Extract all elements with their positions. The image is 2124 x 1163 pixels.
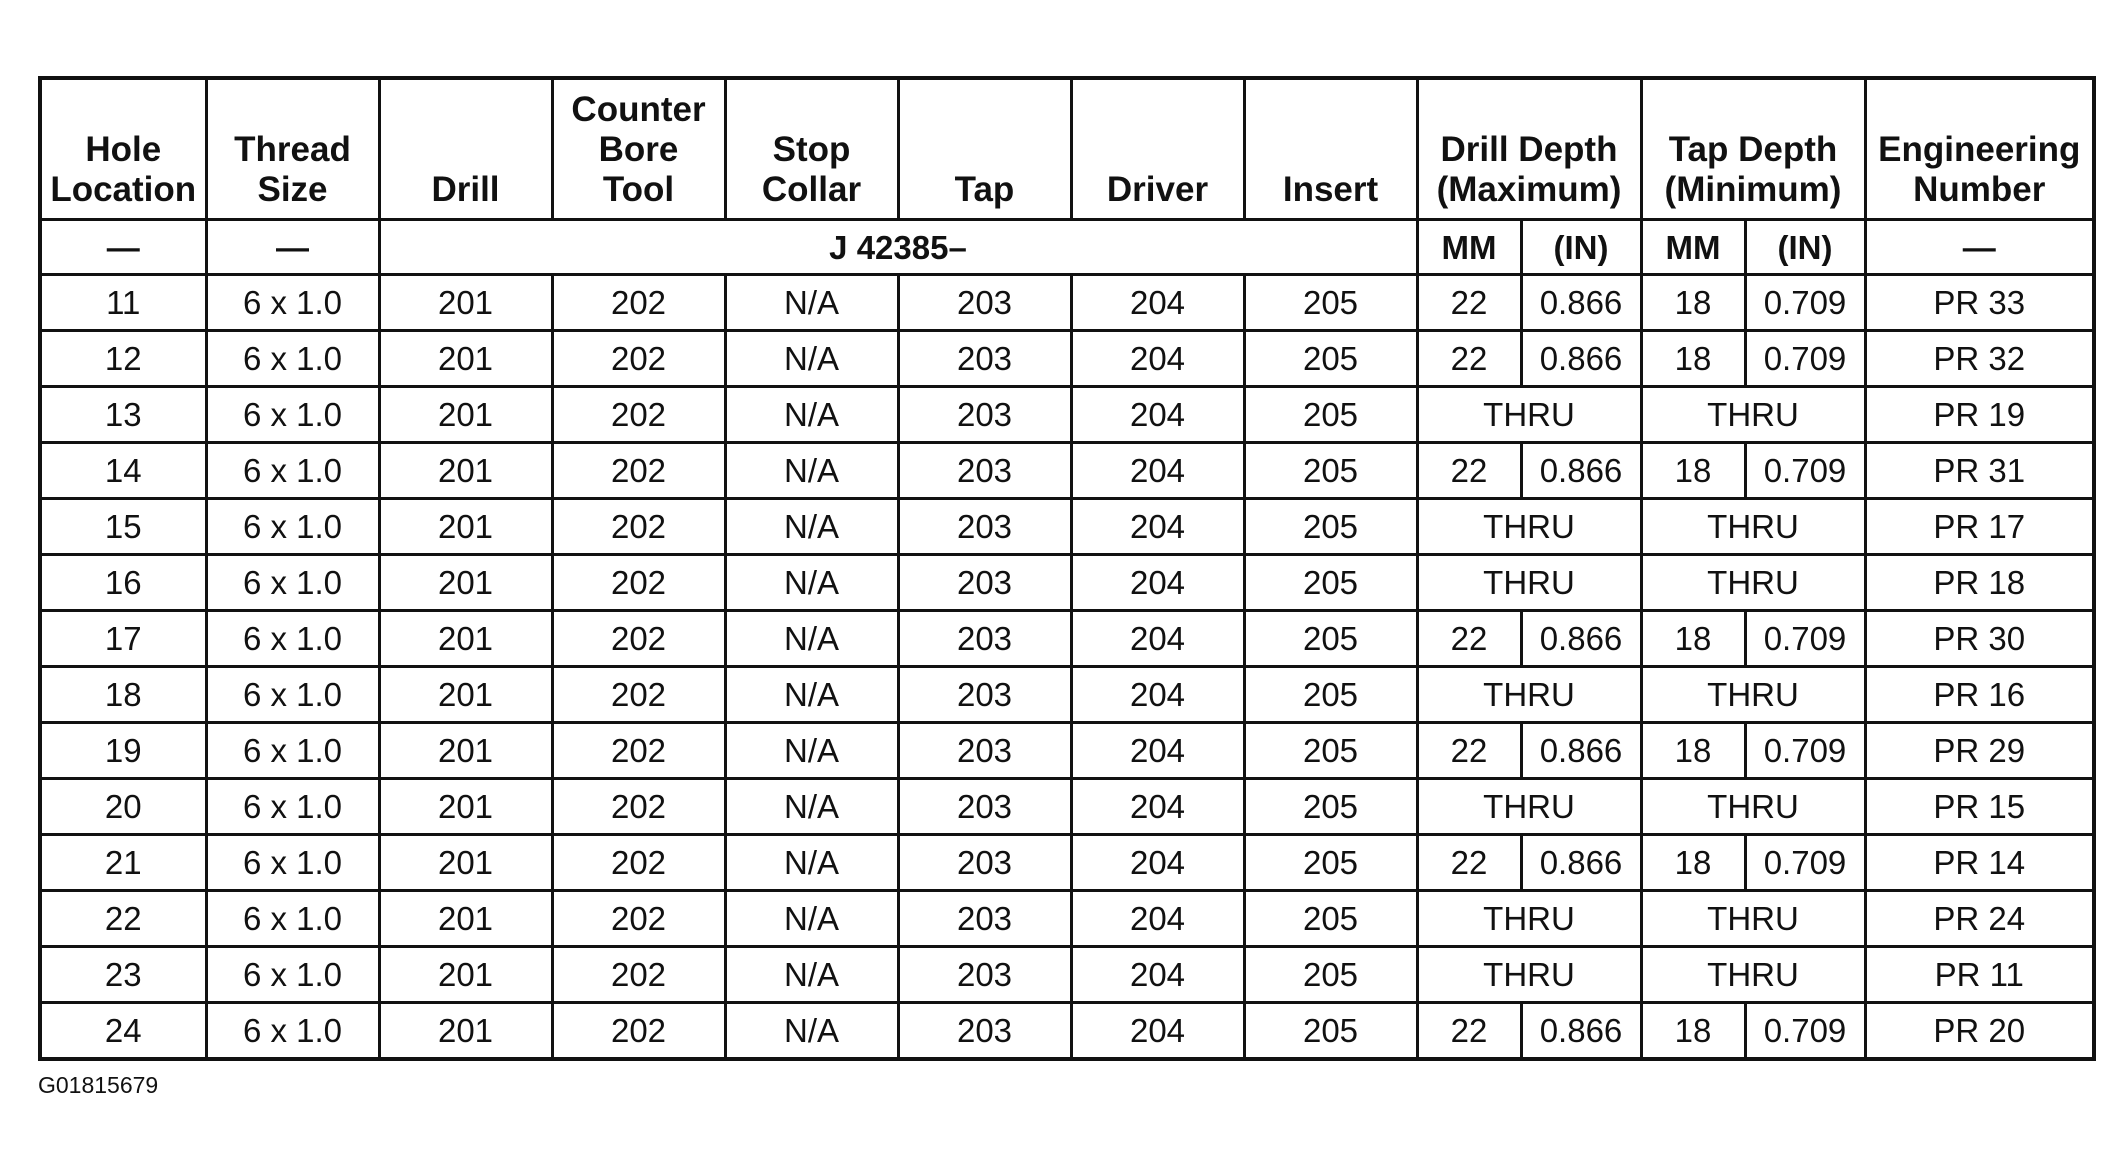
cell-stop-collar: N/A	[725, 555, 898, 611]
cell-engineering-number: PR 30	[1865, 611, 2094, 667]
cell-tap-depth-mm: 18	[1641, 331, 1745, 387]
cell-drill-depth-thru: THRU	[1417, 555, 1641, 611]
unit-row	[40, 220, 2094, 275]
cell-tap-depth-mm: 18	[1641, 723, 1745, 779]
header-tap-depth: Tap Depth (Minimum)	[1641, 78, 1865, 220]
cell-counter-bore-tool: 202	[552, 667, 725, 723]
cell-drill: 201	[379, 835, 552, 891]
cell-drill: 201	[379, 499, 552, 555]
header-driver: Driver	[1071, 78, 1244, 220]
cell-stop-collar: N/A	[725, 667, 898, 723]
unit-drill-in: (IN)	[1521, 220, 1641, 275]
cell-tap-depth-thru: THRU	[1641, 555, 1865, 611]
cell-thread-size: 6 x 1.0	[206, 499, 379, 555]
cell-tap: 203	[898, 387, 1071, 443]
cell-tap-depth-in: 0.709	[1745, 835, 1865, 891]
cell-hole-location: 19	[40, 723, 206, 779]
cell-drill-depth-in: 0.866	[1521, 723, 1641, 779]
cell-driver: 204	[1071, 947, 1244, 1003]
cell-engineering-number: PR 16	[1865, 667, 2094, 723]
cell-tap-depth-thru: THRU	[1641, 891, 1865, 947]
cell-tap: 203	[898, 947, 1071, 1003]
cell-driver: 204	[1071, 499, 1244, 555]
cell-tap: 203	[898, 891, 1071, 947]
cell-drill: 201	[379, 723, 552, 779]
cell-stop-collar: N/A	[725, 779, 898, 835]
cell-drill-depth-mm: 22	[1417, 611, 1521, 667]
cell-drill: 201	[379, 275, 552, 331]
table-row	[40, 1003, 2094, 1060]
cell-insert: 205	[1244, 723, 1417, 779]
cell-driver: 204	[1071, 723, 1244, 779]
header-insert: Insert	[1244, 78, 1417, 220]
cell-drill-depth-mm: 22	[1417, 723, 1521, 779]
table-row	[40, 275, 2094, 331]
header-drill: Drill	[379, 78, 552, 220]
cell-counter-bore-tool: 202	[552, 443, 725, 499]
cell-counter-bore-tool: 202	[552, 275, 725, 331]
cell-drill-depth-in: 0.866	[1521, 611, 1641, 667]
cell-tap-depth-in: 0.709	[1745, 723, 1865, 779]
cell-engineering-number: PR 29	[1865, 723, 2094, 779]
cell-tap: 203	[898, 443, 1071, 499]
cell-counter-bore-tool: 202	[552, 1003, 725, 1060]
cell-tap-depth-thru: THRU	[1641, 947, 1865, 1003]
cell-driver: 204	[1071, 667, 1244, 723]
tool-number-prefix: J 42385–	[379, 220, 1417, 275]
cell-drill-depth-thru: THRU	[1417, 667, 1641, 723]
cell-drill-depth-in: 0.866	[1521, 835, 1641, 891]
cell-thread-size: 6 x 1.0	[206, 667, 379, 723]
cell-thread-size: 6 x 1.0	[206, 891, 379, 947]
table-row	[40, 779, 2094, 835]
cell-drill: 201	[379, 387, 552, 443]
cell-drill: 201	[379, 947, 552, 1003]
cell-drill-depth-mm: 22	[1417, 331, 1521, 387]
cell-drill-depth-in: 0.866	[1521, 275, 1641, 331]
cell-drill-depth-in: 0.866	[1521, 331, 1641, 387]
cell-engineering-number: PR 11	[1865, 947, 2094, 1003]
cell-tap: 203	[898, 331, 1071, 387]
cell-drill-depth-mm: 22	[1417, 443, 1521, 499]
cell-drill: 201	[379, 611, 552, 667]
cell-stop-collar: N/A	[725, 387, 898, 443]
cell-counter-bore-tool: 202	[552, 555, 725, 611]
cell-drill: 201	[379, 443, 552, 499]
cell-hole-location: 22	[40, 891, 206, 947]
cell-stop-collar: N/A	[725, 443, 898, 499]
cell-hole-location: 23	[40, 947, 206, 1003]
cell-tap-depth-mm: 18	[1641, 443, 1745, 499]
cell-counter-bore-tool: 202	[552, 331, 725, 387]
cell-hole-location: 14	[40, 443, 206, 499]
cell-stop-collar: N/A	[725, 499, 898, 555]
cell-stop-collar: N/A	[725, 275, 898, 331]
cell-stop-collar: N/A	[725, 611, 898, 667]
cell-hole-location: 12	[40, 331, 206, 387]
cell-tap: 203	[898, 275, 1071, 331]
table-row	[40, 387, 2094, 443]
cell-drill-depth-in: 0.866	[1521, 1003, 1641, 1060]
cell-stop-collar: N/A	[725, 835, 898, 891]
cell-tap-depth-mm: 18	[1641, 1003, 1745, 1060]
cell-driver: 204	[1071, 611, 1244, 667]
table-row	[40, 835, 2094, 891]
cell-thread-size: 6 x 1.0	[206, 723, 379, 779]
unit-thread-size: —	[206, 220, 379, 275]
cell-tap: 203	[898, 667, 1071, 723]
cell-counter-bore-tool: 202	[552, 891, 725, 947]
cell-thread-size: 6 x 1.0	[206, 555, 379, 611]
cell-hole-location: 18	[40, 667, 206, 723]
cell-thread-size: 6 x 1.0	[206, 779, 379, 835]
table-body	[40, 275, 2094, 1060]
cell-drill-depth-mm: 22	[1417, 1003, 1521, 1060]
cell-tap-depth-in: 0.709	[1745, 443, 1865, 499]
table-row	[40, 499, 2094, 555]
cell-driver: 204	[1071, 835, 1244, 891]
cell-counter-bore-tool: 202	[552, 387, 725, 443]
thread-repair-spec-table	[38, 76, 2096, 1061]
cell-thread-size: 6 x 1.0	[206, 387, 379, 443]
cell-driver: 204	[1071, 331, 1244, 387]
cell-drill-depth-thru: THRU	[1417, 499, 1641, 555]
table-row	[40, 611, 2094, 667]
cell-drill-depth-mm: 22	[1417, 275, 1521, 331]
cell-tap: 203	[898, 779, 1071, 835]
header-stop-collar: Stop Collar	[725, 78, 898, 220]
cell-tap-depth-thru: THRU	[1641, 387, 1865, 443]
cell-insert: 205	[1244, 331, 1417, 387]
cell-stop-collar: N/A	[725, 947, 898, 1003]
cell-drill: 201	[379, 555, 552, 611]
table-row	[40, 891, 2094, 947]
cell-counter-bore-tool: 202	[552, 611, 725, 667]
cell-counter-bore-tool: 202	[552, 779, 725, 835]
cell-drill: 201	[379, 331, 552, 387]
cell-insert: 205	[1244, 275, 1417, 331]
cell-drill-depth-mm: 22	[1417, 835, 1521, 891]
cell-drill: 201	[379, 779, 552, 835]
figure-code: G01815679	[38, 1072, 159, 1098]
cell-driver: 204	[1071, 891, 1244, 947]
cell-tap: 203	[898, 723, 1071, 779]
cell-drill: 201	[379, 1003, 552, 1060]
cell-tap: 203	[898, 611, 1071, 667]
cell-engineering-number: PR 15	[1865, 779, 2094, 835]
unit-engineering-number: —	[1865, 220, 2094, 275]
cell-hole-location: 20	[40, 779, 206, 835]
cell-engineering-number: PR 17	[1865, 499, 2094, 555]
cell-tap-depth-thru: THRU	[1641, 499, 1865, 555]
cell-engineering-number: PR 32	[1865, 331, 2094, 387]
cell-driver: 204	[1071, 275, 1244, 331]
cell-hole-location: 13	[40, 387, 206, 443]
table-row	[40, 667, 2094, 723]
cell-hole-location: 16	[40, 555, 206, 611]
cell-engineering-number: PR 19	[1865, 387, 2094, 443]
cell-tap-depth-mm: 18	[1641, 835, 1745, 891]
cell-drill: 201	[379, 891, 552, 947]
cell-hole-location: 24	[40, 1003, 206, 1060]
cell-thread-size: 6 x 1.0	[206, 947, 379, 1003]
cell-counter-bore-tool: 202	[552, 499, 725, 555]
cell-thread-size: 6 x 1.0	[206, 611, 379, 667]
table-row	[40, 555, 2094, 611]
cell-insert: 205	[1244, 555, 1417, 611]
header-drill-depth: Drill Depth (Maximum)	[1417, 78, 1641, 220]
table-row	[40, 947, 2094, 1003]
cell-drill-depth-in: 0.866	[1521, 443, 1641, 499]
cell-insert: 205	[1244, 387, 1417, 443]
header-engineering-number: Engineering Number	[1865, 78, 2094, 220]
cell-engineering-number: PR 33	[1865, 275, 2094, 331]
header-tap: Tap	[898, 78, 1071, 220]
unit-hole-location: —	[40, 220, 206, 275]
cell-tap: 203	[898, 1003, 1071, 1060]
cell-engineering-number: PR 20	[1865, 1003, 2094, 1060]
header-thread-size: Thread Size	[206, 78, 379, 220]
cell-tap-depth-in: 0.709	[1745, 275, 1865, 331]
cell-counter-bore-tool: 202	[552, 835, 725, 891]
cell-insert: 205	[1244, 611, 1417, 667]
cell-driver: 204	[1071, 779, 1244, 835]
cell-counter-bore-tool: 202	[552, 723, 725, 779]
cell-drill-depth-thru: THRU	[1417, 947, 1641, 1003]
cell-tap-depth-mm: 18	[1641, 275, 1745, 331]
cell-driver: 204	[1071, 387, 1244, 443]
cell-thread-size: 6 x 1.0	[206, 443, 379, 499]
cell-thread-size: 6 x 1.0	[206, 275, 379, 331]
cell-insert: 205	[1244, 779, 1417, 835]
cell-tap-depth-in: 0.709	[1745, 331, 1865, 387]
cell-counter-bore-tool: 202	[552, 947, 725, 1003]
cell-thread-size: 6 x 1.0	[206, 835, 379, 891]
cell-thread-size: 6 x 1.0	[206, 1003, 379, 1060]
cell-tap-depth-mm: 18	[1641, 611, 1745, 667]
table-row	[40, 443, 2094, 499]
cell-stop-collar: N/A	[725, 891, 898, 947]
cell-engineering-number: PR 24	[1865, 891, 2094, 947]
cell-stop-collar: N/A	[725, 331, 898, 387]
table-row	[40, 723, 2094, 779]
header-row	[40, 78, 2094, 220]
cell-drill-depth-thru: THRU	[1417, 891, 1641, 947]
cell-tap: 203	[898, 499, 1071, 555]
unit-drill-mm: MM	[1417, 220, 1521, 275]
cell-insert: 205	[1244, 667, 1417, 723]
cell-insert: 205	[1244, 499, 1417, 555]
cell-hole-location: 21	[40, 835, 206, 891]
cell-engineering-number: PR 31	[1865, 443, 2094, 499]
unit-tap-in: (IN)	[1745, 220, 1865, 275]
cell-driver: 204	[1071, 555, 1244, 611]
cell-insert: 205	[1244, 891, 1417, 947]
cell-hole-location: 15	[40, 499, 206, 555]
cell-insert: 205	[1244, 835, 1417, 891]
cell-driver: 204	[1071, 1003, 1244, 1060]
cell-thread-size: 6 x 1.0	[206, 331, 379, 387]
header-counter-bore-tool: Counter Bore Tool	[552, 78, 725, 220]
header-hole-location: Hole Location	[40, 78, 206, 220]
cell-stop-collar: N/A	[725, 723, 898, 779]
cell-drill-depth-thru: THRU	[1417, 779, 1641, 835]
cell-hole-location: 17	[40, 611, 206, 667]
cell-insert: 205	[1244, 443, 1417, 499]
cell-engineering-number: PR 18	[1865, 555, 2094, 611]
cell-insert: 205	[1244, 1003, 1417, 1060]
cell-engineering-number: PR 14	[1865, 835, 2094, 891]
cell-drill-depth-thru: THRU	[1417, 387, 1641, 443]
cell-drill: 201	[379, 667, 552, 723]
cell-tap: 203	[898, 555, 1071, 611]
cell-tap-depth-in: 0.709	[1745, 611, 1865, 667]
cell-hole-location: 11	[40, 275, 206, 331]
cell-tap-depth-thru: THRU	[1641, 667, 1865, 723]
cell-tap-depth-in: 0.709	[1745, 1003, 1865, 1060]
cell-insert: 205	[1244, 947, 1417, 1003]
table-row	[40, 331, 2094, 387]
cell-tap-depth-thru: THRU	[1641, 779, 1865, 835]
unit-tap-mm: MM	[1641, 220, 1745, 275]
cell-stop-collar: N/A	[725, 1003, 898, 1060]
cell-driver: 204	[1071, 443, 1244, 499]
cell-tap: 203	[898, 835, 1071, 891]
